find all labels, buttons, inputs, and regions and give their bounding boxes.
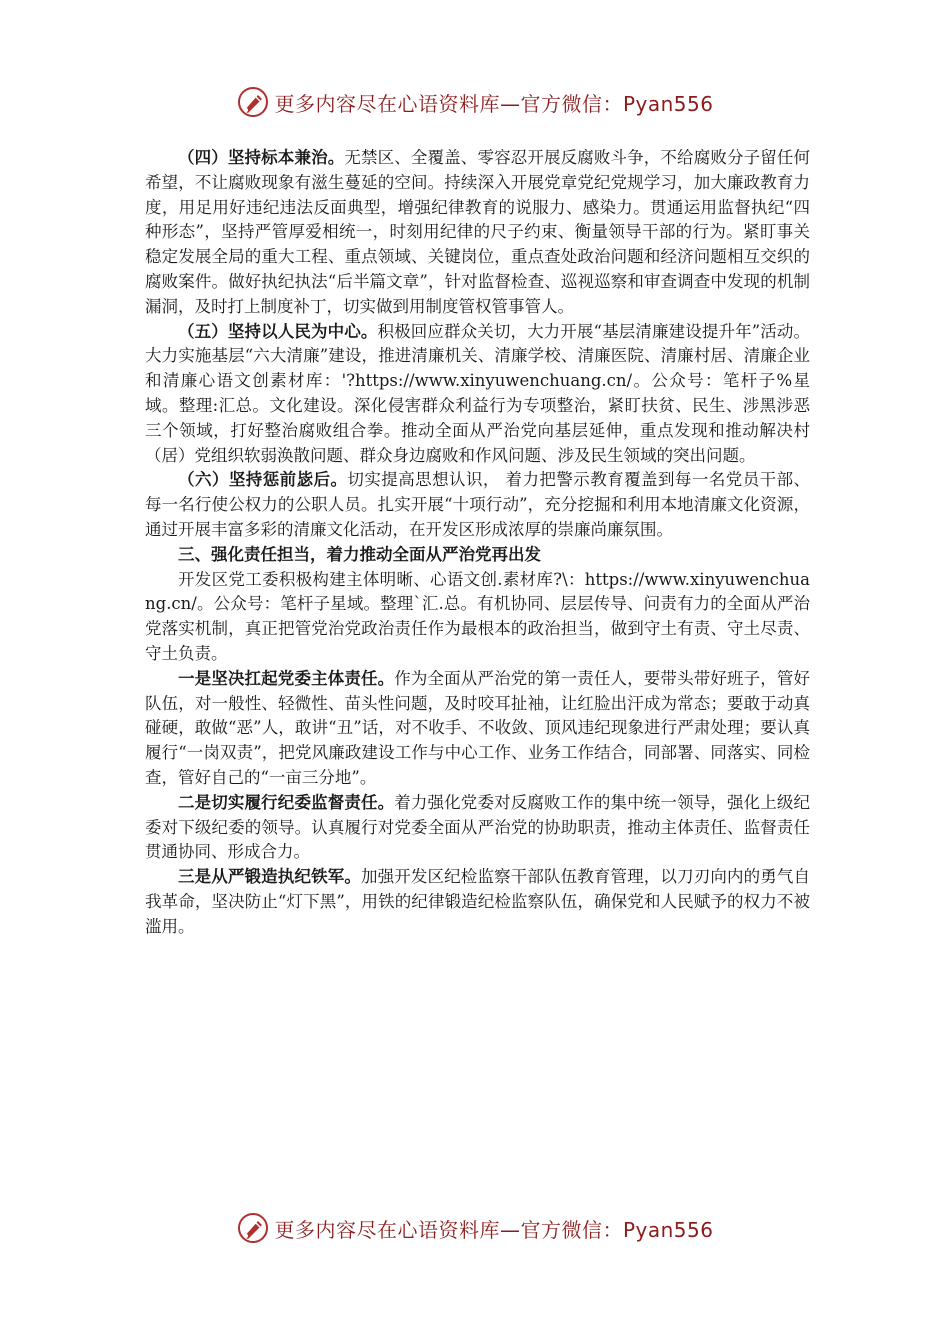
- paragraph-text: 积极回应群众关切，大力开展“基层清廉建设提升年”活动。大力实施基层“六大清廉”建设，推进清廉机关、清廉学校、清廉医院、清廉村居、清廉企业和清廉心语文创素材库：'?https://www.xinyuwenchuang.cn/。公众号：笔杆子%星域。整理:汇总。文化建设。深化侵害群众利益行为专项整治，紧盯扶贫、民生、涉黑涉恶三个领域，打好整治腐败组合拳。推动全面从严治党向基层延伸，重点发现和推动解决村（居）党组织软弱涣散问题、群众身边腐败和作风问题、涉及民生领域的突出问题。: [145, 321, 811, 465]
- banner-text: 更多内容尽在心语资料库—官方微信：Pyan556: [274, 1217, 714, 1242]
- pen-nib-logo-icon: [236, 85, 270, 119]
- footer-banner: [0, 1208, 950, 1248]
- document-body: [145, 146, 810, 940]
- header-banner: [0, 82, 950, 122]
- point-2: [145, 791, 810, 865]
- paragraph-text: 无禁区、全覆盖、零容忍开展反腐败斗争，不给腐败分子留任何希望，不让腐败现象有滋生蔓延的空间。持续深入开展党章党纪党规学习，加大廉政教育力度，用足用好违纪违法反面典型，增强纪律教育的说服力、感染力。贯通运用监督执纪“四种形态”，坚持严管厚爱相统一，时刻用纪律的尺子约束、衡量领导干部的行为。紧盯事关稳定发展全局的重大工程、重点领域、关键岗位，重点查处政治问题和经济问题相互交织的腐败案件。做好执纪执法“后半篇文章”，针对监督检查、巡视巡察和审查调查中发现的机制漏洞，及时打上制度补丁，切实做到用制度管权管事管人。: [145, 148, 811, 316]
- paragraph-lead: （五）坚持以人民为中心。: [178, 321, 378, 341]
- point-1: [145, 667, 810, 791]
- point-lead: 二是切实履行纪委监督责任。: [178, 792, 395, 812]
- point-lead: 一是坚决扛起党委主体责任。: [178, 668, 395, 688]
- paragraph-lead: （六）坚持惩前毖后。: [178, 470, 348, 490]
- section-heading: 三、强化责任担当，着力推动全面从严治党再出发: [178, 544, 541, 564]
- point-text: 作为全面从严治党的第一责任人，要带头带好班子，管好队伍，对一般性、轻微性、苗头性问题，及时咬耳扯袖，让红脸出汗成为常态；要敢于动真碰硬，敢做“恶”人，敢讲“丑”话，对不收手、不收敛、顶风违纪现象进行严肃处理；要认真履行“一岗双责”，把党风廉政建设工作与中心工作、业务工作结合，同部署、同落实、同检查，管好自己的“一亩三分地”。: [145, 668, 811, 787]
- paragraph-5: [145, 320, 810, 469]
- paragraph-lead: （四）坚持标本兼治。: [178, 148, 345, 167]
- paragraph-text: 切实提高思想认识， 着力把警示教育覆盖到每一名党员干部、每一名行使公权力的公职人员。扎实开展“十项行动”，充分挖掘和利用本地清廉文化资源，通过开展丰富多彩的清廉文化活动，在开发区形成浓厚的崇廉尚廉氛围。: [145, 470, 811, 539]
- section-intro: 开发区党工委积极构建主体明晰、心语文创.素材库?\：https://www.xinyuwenchuang.cn/。公众号：笔杆子星域。整理`汇.总。有机协同、层层传导、问责有力的全面从严治党落实机制，真正把管党治党政治责任作为最根本的政治担当，做到守土有责、守土尽责、守土负责。: [145, 569, 810, 663]
- point-text: 着力强化党委对反腐败工作的集中统一领导，强化上级纪委对下级纪委的领导。认真履行对党委全面从严治党的协助职责，推动主体责任、监督责任贯通协同、形成合力。: [145, 792, 811, 862]
- point-text: 加强开发区纪检监察干部队伍教育管理，以刀刃向内的勇气自我革命，坚决防止“灯下黑”，用铁的纪律锻造纪检监察队伍，确保党和人民赋予的权力不被滥用。: [145, 867, 811, 936]
- paragraph-4: [145, 146, 810, 320]
- point-lead: 三是从严锻造执纪铁军。: [178, 867, 361, 887]
- pen-nib-logo-icon: [236, 1211, 270, 1245]
- paragraph-6: [145, 468, 810, 542]
- banner-text: 更多内容尽在心语资料库—官方微信：Pyan556: [274, 91, 714, 116]
- point-3: [145, 865, 810, 939]
